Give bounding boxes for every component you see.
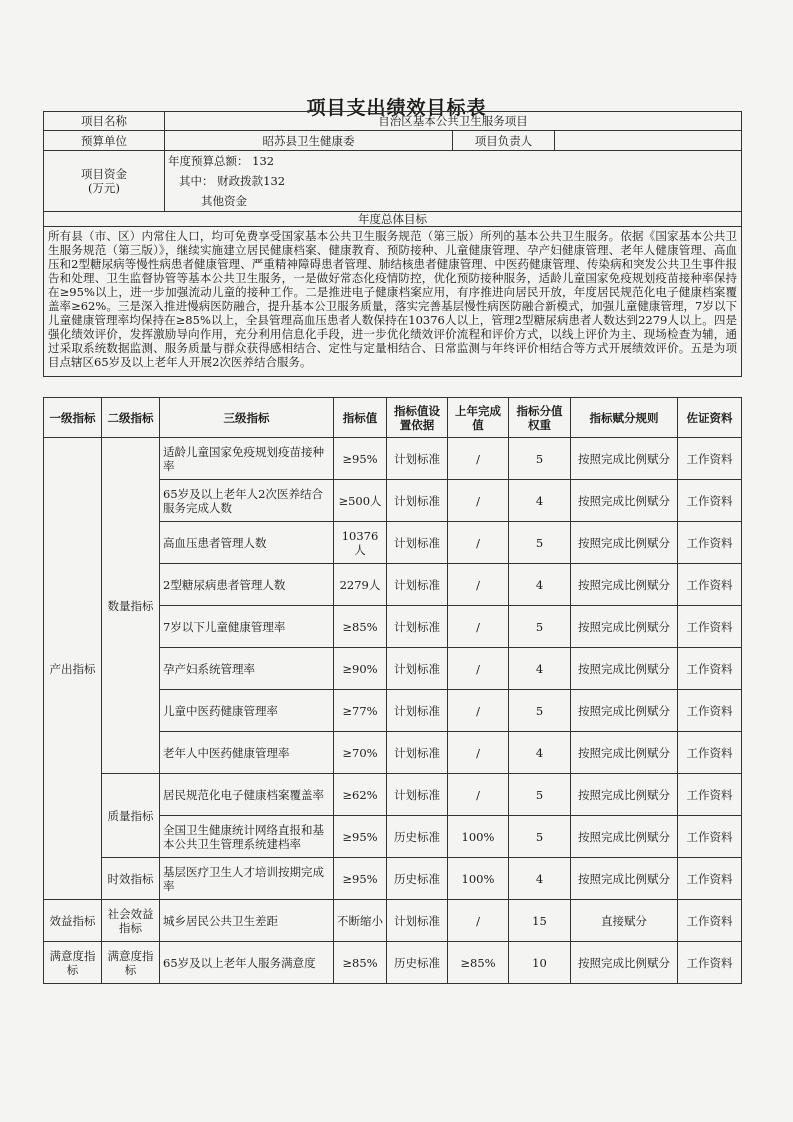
indicator-name: 高血压患者管理人数: [160, 522, 334, 564]
indicator-evidence: 工作资料: [678, 606, 742, 648]
indicator-name: 适龄儿童国家免疫规划疫苗接种率: [160, 438, 334, 480]
level2-quantity: 数量指标: [102, 438, 160, 774]
indicator-name: 7岁以下儿童健康管理率: [160, 606, 334, 648]
budget-unit: 昭苏县卫生健康委: [165, 131, 453, 151]
total-budget-value: 132: [252, 153, 275, 168]
indicator-value: 2279人: [334, 564, 387, 606]
level1-benefit: 效益指标: [44, 900, 102, 942]
total-budget: [165, 151, 742, 171]
indicator-value: ≥77%: [334, 690, 387, 732]
indicator-evidence: 工作资料: [678, 732, 742, 774]
header-last-year: 上年完成值: [448, 398, 509, 438]
indicator-value: 10376人: [334, 522, 387, 564]
indicator-basis: 计划标准: [387, 732, 448, 774]
header-weight: 指标分值权重: [509, 398, 571, 438]
indicator-last: /: [448, 648, 509, 690]
indicator-evidence: 工作资料: [678, 480, 742, 522]
page-title: 项目支出绩效目标表: [306, 97, 487, 119]
indicator-basis: 计划标准: [387, 522, 448, 564]
indicator-value: 不断缩小: [334, 900, 387, 942]
indicator-basis: 计划标准: [387, 438, 448, 480]
indicator-rule: 按照完成比例赋分: [571, 480, 678, 522]
indicator-rule: 按照完成比例赋分: [571, 690, 678, 732]
indicator-weight: 5: [509, 438, 571, 480]
table-row: [44, 438, 742, 480]
indicator-evidence: 工作资料: [678, 816, 742, 858]
indicator-table: [43, 397, 742, 984]
indicator-weight: 10: [509, 942, 571, 984]
table-row: [44, 900, 742, 942]
indicator-weight: 5: [509, 522, 571, 564]
indicator-name: 65岁及以上老年人服务满意度: [160, 942, 334, 984]
indicator-weight: 5: [509, 816, 571, 858]
indicator-name: 居民规范化电子健康档案覆盖率: [160, 774, 334, 816]
indicator-value: ≥95%: [334, 816, 387, 858]
indicator-last: /: [448, 690, 509, 732]
indicator-evidence: 工作资料: [678, 564, 742, 606]
indicator-weight: 4: [509, 564, 571, 606]
indicator-last: /: [448, 564, 509, 606]
indicator-last: /: [448, 438, 509, 480]
level2-timeliness: 时效指标: [102, 858, 160, 900]
indicator-rule: 按照完成比例赋分: [571, 438, 678, 480]
indicator-basis: 历史标准: [387, 858, 448, 900]
level2-satisfaction: 满意度指标: [102, 942, 160, 984]
indicator-last: /: [448, 480, 509, 522]
indicator-rule: 按照完成比例赋分: [571, 942, 678, 984]
indicator-name: 城乡居民公共卫生差距: [160, 900, 334, 942]
indicator-name: 老年人中医药健康管理率: [160, 732, 334, 774]
indicator-evidence: 工作资料: [678, 648, 742, 690]
annual-goal-label: 年度总体目标: [44, 212, 742, 227]
indicator-value: ≥70%: [334, 732, 387, 774]
indicator-name: 基层医疗卫生人才培训按期完成率: [160, 858, 334, 900]
indicator-last: /: [448, 774, 509, 816]
indicator-basis: 计划标准: [387, 564, 448, 606]
indicator-value: ≥90%: [334, 648, 387, 690]
indicator-evidence: 工作资料: [678, 690, 742, 732]
table-row: [44, 942, 742, 984]
indicator-evidence: 工作资料: [678, 438, 742, 480]
project-info-table: [43, 111, 742, 377]
table-row: [44, 858, 742, 900]
header-rule: 指标赋分规则: [571, 398, 678, 438]
indicator-last: /: [448, 522, 509, 564]
funds-label: [44, 151, 165, 212]
total-budget-label: 年度预算总额：: [168, 153, 249, 168]
indicator-name: 65岁及以上老年人2次医养结合服务完成人数: [160, 480, 334, 522]
other-funds: [165, 191, 742, 212]
project-name: 自治区基本公共卫生服务项目: [165, 112, 742, 131]
indicator-basis: 计划标准: [387, 648, 448, 690]
indicator-rule: 按照完成比例赋分: [571, 606, 678, 648]
indicator-evidence: 工作资料: [678, 942, 742, 984]
indicator-basis: 历史标准: [387, 816, 448, 858]
indicator-last: 100%: [448, 816, 509, 858]
annual-goal-text: 所有县（市、区）内常住人口，均可免费享受国家基本公共卫生服务规范（第三版）所列的基本公共卫生服务。依据《国家基本公共卫生服务规范（第三版）》，继续实施建立居民健康档案、健康教育、预防接种、儿童健康管理、孕产妇健康管理、老年人健康管理、高血压和2型糖尿病等慢性病患者健康管理、严重精神障碍患者管理、肺结核患者健康管理、中医药健康管理、传染病和突发公共卫生事件报告和处理、卫生监督协管等基本公共卫生服务，一是做好常态化疫情防控，优化预防接种服务，适龄儿童国家免疫规划疫苗接种率保持在≥95%以上，进一步加强流动儿童的接种工作。二是推进电子健康档案应用，有序推进向居民开放，年度居民规范化电子健康档案覆盖率≥62%。三是深入推进慢病医防融合，提升基本公卫服务质量，落实完善基层慢性病医防融合新模式，加强儿童健康管理，7岁以下儿童健康管理率均保持在≥85%以上，全县管理高血压患者人数保持在10376人以上，管理2型糖尿病患者人数达到2279人以上。四是强化绩效评价，发挥激励导向作用，充分利用信息化手段，进一步优化绩效评价流程和评价方式，以线上评价为主、现场检查为辅，通过采取系统数据监测、服务质量与群众获得感相结合、定性与定量相结合、日常监测与年终评价相结合等方式开展绩效评价。五是为项目点辖区65岁及以上老年人开展2次医养结合服务。: [44, 227, 742, 377]
indicator-rule: 按照完成比例赋分: [571, 522, 678, 564]
indicator-weight: 5: [509, 774, 571, 816]
owner-value: [555, 131, 742, 151]
indicator-basis: 历史标准: [387, 942, 448, 984]
indicator-evidence: 工作资料: [678, 858, 742, 900]
header-evidence: 佐证资料: [678, 398, 742, 438]
indicator-name: 全国卫生健康统计网络直报和基本公共卫生管理系统建档率: [160, 816, 334, 858]
indicator-last: ≥85%: [448, 942, 509, 984]
fiscal-allocation-value: 132: [263, 173, 286, 188]
indicator-basis: 计划标准: [387, 606, 448, 648]
indicator-weight: 4: [509, 858, 571, 900]
indicator-last: /: [448, 606, 509, 648]
indicator-evidence: 工作资料: [678, 774, 742, 816]
indicator-name: 儿童中医药健康管理率: [160, 690, 334, 732]
funds-label-line1: 项目资金: [81, 167, 127, 181]
indicator-evidence: 工作资料: [678, 900, 742, 942]
indicator-rule: 直接赋分: [571, 900, 678, 942]
indicator-value: ≥500人: [334, 480, 387, 522]
indicator-rule: 按照完成比例赋分: [571, 816, 678, 858]
indicator-rule: 按照完成比例赋分: [571, 564, 678, 606]
fiscal-allocation-label: 其中： 财政拨款: [179, 173, 264, 188]
header-level2: 二级指标: [102, 398, 160, 438]
indicator-value: ≥85%: [334, 606, 387, 648]
indicator-basis: 计划标准: [387, 480, 448, 522]
header-value: 指标值: [334, 398, 387, 438]
level1-output: 产出指标: [44, 438, 102, 900]
indicator-rule: 按照完成比例赋分: [571, 774, 678, 816]
indicator-last: /: [448, 732, 509, 774]
fiscal-allocation: [165, 171, 742, 191]
funds-label-line2: (万元): [88, 181, 120, 195]
indicator-name: 孕产妇系统管理率: [160, 648, 334, 690]
table-row: [44, 774, 742, 816]
indicator-last: 100%: [448, 858, 509, 900]
level2-social-benefit: 社会效益指标: [102, 900, 160, 942]
indicator-basis: 计划标准: [387, 690, 448, 732]
indicator-weight: 5: [509, 690, 571, 732]
indicator-value: ≥62%: [334, 774, 387, 816]
indicator-weight: 4: [509, 480, 571, 522]
indicator-name: 2型糖尿病患者管理人数: [160, 564, 334, 606]
other-funds-label: 其他资金: [201, 193, 247, 208]
indicator-evidence: 工作资料: [678, 522, 742, 564]
indicator-value: ≥85%: [334, 942, 387, 984]
indicator-rule: 按照完成比例赋分: [571, 858, 678, 900]
indicator-value: ≥95%: [334, 438, 387, 480]
budget-unit-label: 预算单位: [44, 131, 165, 151]
indicator-rule: 按照完成比例赋分: [571, 732, 678, 774]
project-name-label: 项目名称: [44, 112, 165, 131]
indicator-weight: 15: [509, 900, 571, 942]
indicator-last: /: [448, 900, 509, 942]
indicator-rule: 按照完成比例赋分: [571, 648, 678, 690]
level2-quality: 质量指标: [102, 774, 160, 858]
level1-satisfaction: 满意度指标: [44, 942, 102, 984]
header-level3: 三级指标: [160, 398, 334, 438]
owner-label: 项目负责人: [453, 131, 555, 151]
indicator-weight: 4: [509, 732, 571, 774]
indicator-weight: 4: [509, 648, 571, 690]
header-level1: 一级指标: [44, 398, 102, 438]
indicator-basis: 计划标准: [387, 900, 448, 942]
indicator-value: ≥95%: [334, 858, 387, 900]
indicator-weight: 5: [509, 606, 571, 648]
indicator-basis: 计划标准: [387, 774, 448, 816]
header-basis: 指标值设置依据: [387, 398, 448, 438]
